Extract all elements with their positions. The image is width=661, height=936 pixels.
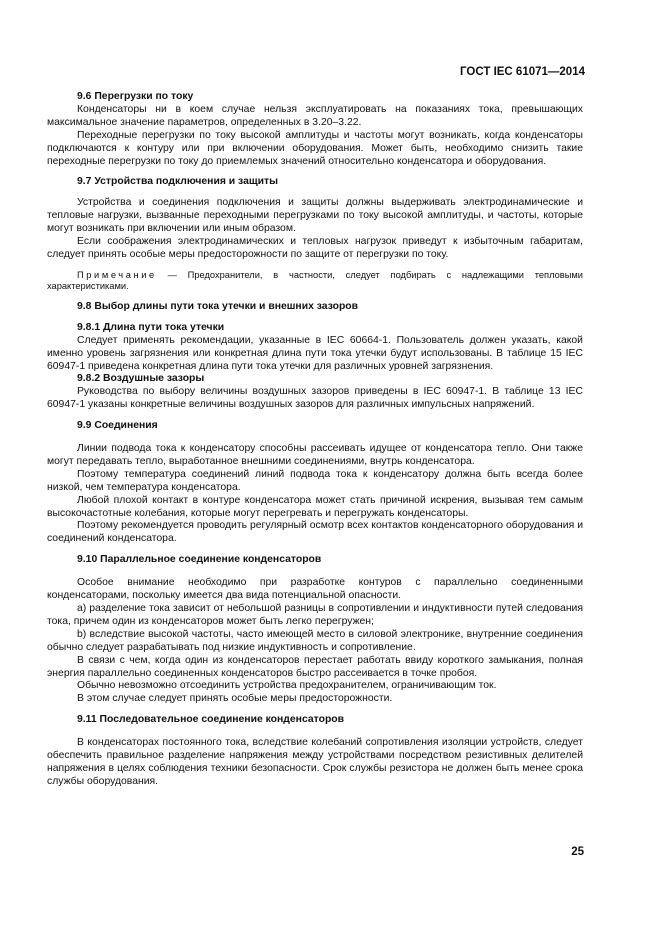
paragraph: В конденсаторах постоянного тока, вследствие колебаний сопротивления изоляции устройств, следует обеспечить правильное разделение напряжения между устройствами посредством резистивных делителей напряжения в целях соблюдения техники безопасности. Срок службы резистора не должен быть менее срока службы оборудования. (47, 737, 583, 787)
section-title: 9.10 Параллельное соединение конденсаторов (77, 554, 322, 566)
paragraph: Если соображения электродинамических и тепловых нагрузок приведут к избыточным габаритам, следует принять особые меры предосторожности по защите от перегрузки по току. (47, 236, 583, 260)
paragraph: Руководства по выбору величины воздушных зазоров приведены в IEC 60947-1. В таблице 13 IEC 60947-1 указаны конкретные величины воздушных зазоров для различных импульсных напряжений. (47, 386, 583, 411)
paragraph: В связи с чем, когда один из конденсаторов перестает работать ввиду короткого замыкания, полная энергия параллельно соединенных конденсаторов быстро рассеивается в точке пробоя. (47, 654, 583, 679)
paragraph: Любой плохой контакт в контуре конденсатора может стать причиной искрения, вызывая тем самым высокочастотные колебания, которые могут перегревать и перегружать конденсаторы. (47, 494, 583, 519)
subsection-title: 9.8.1 Длина пути тока утечки (77, 321, 225, 333)
section-title: 9.6 Перегрузки по току (77, 91, 194, 102)
paragraph: Устройства и соединения подключения и защиты должны выдерживать электродинамические и тепловые нагрузки, вызванные переходными перегрузками по току высокой амплитуды, и частоты, которые могут возникать при включении или иным образом. (47, 197, 583, 235)
paragraph: Переходные перегрузки по току высокой амплитуды и частоты могут возникать, когда конденсаторы подключаются к контуру или при включении оборудования. Может быть, необходимо снизить такие переходные перегрузки по току до приемлемых значений относительно конденсатора и оборудования. (47, 129, 583, 167)
paragraph: Линии подвода тока к конденсатору способны рассеивать идущее от конденсатора тепло. Они также могут передавать тепло, выработанное внешними соединениями, внутрь конденсатора. (47, 443, 583, 467)
paragraph: В этом случае следует принять особые меры предосторожности. (77, 693, 393, 705)
document-header: ГОСТ IEC 61071—2014 (460, 66, 585, 78)
list-item: b) вследствие высокой частоты, часто имеющей место в силовой электронике, внутренние соединения обычно следует разрабатывать под низкие индуктивность и сопротивление. (47, 628, 583, 653)
note-text: — Предохранители, в частности, следует подбирать с надлежащими тепловыми характеристиками. (47, 269, 583, 292)
document-body (47, 91, 583, 789)
paragraph: Особое внимание необходимо при разработке контуров с параллельно соединенными конденсаторами, поскольку имеется два вида потенциальной опасности. (47, 577, 583, 602)
section-title: 9.9 Соединения (77, 420, 158, 432)
list-item: а) разделение тока зависит от небольшой разницы в сопротивлении и индуктивности путей следования тока, причем один из конденсаторов может быть легко перегружен; (47, 603, 583, 627)
note (47, 270, 583, 293)
paragraph: Следует применять рекомендации, указанные в IEC 60664-1. Пользователь должен указать, какой именно уровень загрязнения или конкретная длина пути тока утечки будут использованы. В таблице 15 IEC 60947-1 приведена конкретная длина пути тока утечки для различных уровней загрязнения. (47, 334, 583, 372)
section-title: 9.7 Устройства подключения и защиты (77, 176, 278, 188)
section-title: 9.8 Выбор длины пути тока утечки и внешних зазоров (77, 300, 359, 312)
paragraph: Поэтому температура соединений линий подвода тока к конденсатору должна быть всегда более низкой, чем температура конденсатора. (47, 468, 583, 493)
section-title: 9.11 Последовательное соединение конденсаторов (77, 714, 345, 726)
page-number: 25 (571, 846, 584, 858)
paragraph: Конденсаторы ни в коем случае нельзя эксплуатировать на показаниях тока, превышающих максимальное значение параметров, определенных в 3.20–3.22. (47, 103, 583, 128)
note-label: Примечание (77, 269, 157, 280)
paragraph: Обычно невозможно отсоединить устройства предохранителем, ограничивающим ток. (77, 680, 497, 692)
paragraph: Поэтому рекомендуется проводить регулярный осмотр всех контактов конденсаторного оборудования и соединений конденсатора. (47, 520, 583, 545)
subsection-title: 9.8.2 Воздушные зазоры (77, 373, 205, 385)
